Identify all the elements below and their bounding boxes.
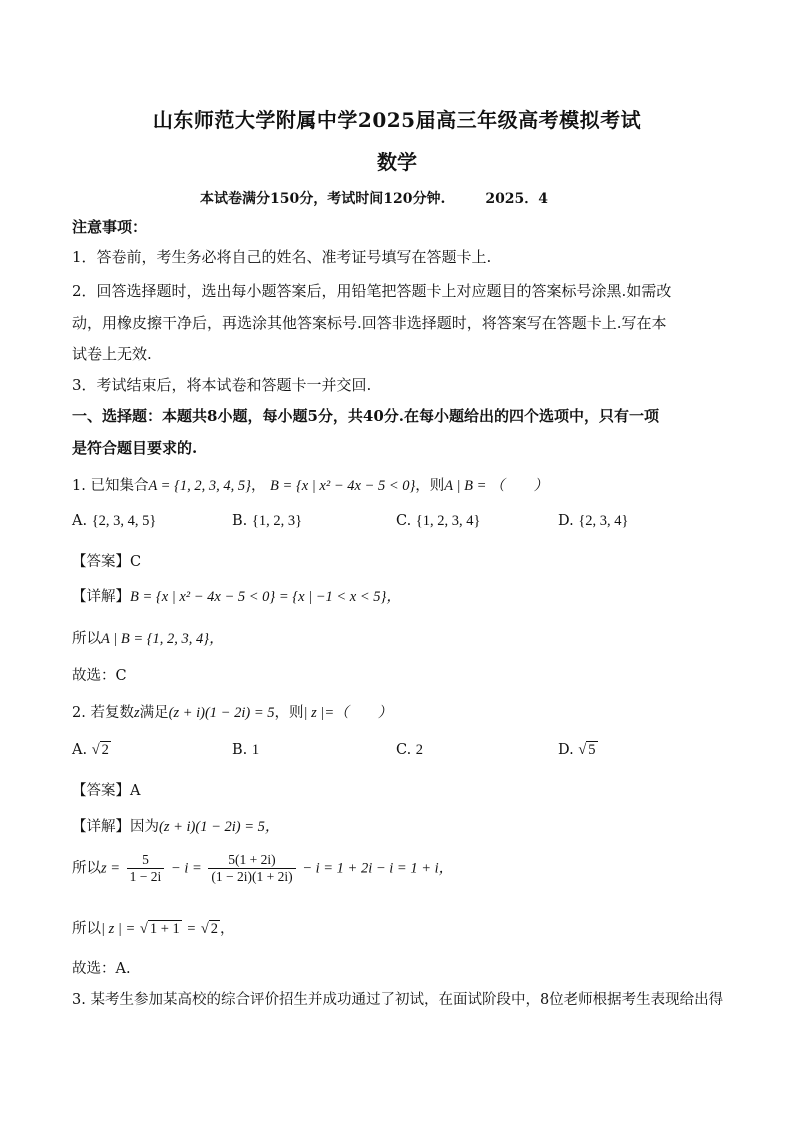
q1-choice-a: A. {2, 3, 4, 5}: [72, 513, 157, 529]
q2-choice-b: B. 1: [232, 742, 260, 758]
set-b: B = {x | x² − 4x − 5 < 0}: [270, 478, 416, 494]
q1-choice-c: C. {1, 2, 3, 4}: [396, 513, 481, 529]
exam-title: 山东师范大学附属中学2025届高三年级高考模拟考试: [152, 108, 642, 132]
q1-answer: 【答案】C: [72, 554, 142, 570]
q1-detail-1: 【详解】B = {x | x² − 4x − 5 < 0} = {x | −1 < x < 5}，: [72, 589, 401, 605]
q1-choice-d: D. {2, 3, 4}: [558, 513, 629, 529]
q2-choice-c: C. 2: [396, 742, 424, 758]
notice-item-2-end: 试卷上无效.: [72, 345, 152, 363]
notice-item-2: 2．回答选择题时，选出每小题答案后，用铅笔把答题卡上对应题目的答案标号涂黑.如需改: [72, 282, 672, 300]
set-a: A = {1, 2, 3, 4, 5}: [148, 478, 251, 494]
q1-choice-b: B. {1, 2, 3}: [232, 513, 303, 529]
section-heading-cont: 是符合题目要求的.: [72, 439, 198, 457]
q2-conclusion: 故选：A.: [72, 961, 131, 977]
exam-date: 2025．4: [485, 191, 549, 207]
fraction-1: $\frac{5}{1 - 2i}$: [127, 852, 165, 885]
section-heading: 一、选择题：本题共8小题，每小题5分，共40分.在每小题给出的四个选项中，只有一项: [72, 407, 659, 425]
fraction-2: $\frac{5(1 + 2i)}{(1 - 2i)(1 + 2i)}$: [208, 852, 295, 885]
notice-heading: 注意事项：: [72, 218, 148, 236]
q2-choice-d: D. √ 5: [558, 742, 596, 758]
question-1-stem: 1. 已知集合A = {1, 2, 3, 4, 5}， B = {x | x² − 4x − 5 < 0}，则A | B = （ ）: [72, 478, 549, 494]
score-time-info: 本试卷满分150分，考试时间120分钟.: [200, 191, 446, 207]
notice-item-1: 1．答卷前，考生务必将自己的姓名、准考证号填写在答题卡上.: [72, 248, 492, 266]
q2-detail-2: 所以z = $\frac{5}{1 - 2i}$ − i = $\frac{5(1 + 2i)}{(1 - 2i)(1 + 2i)}$ − i = 1 + 2i − i = 1 + i，: [72, 852, 454, 884]
question-3-stem: 3. 某考生参加某高校的综合评价招生并成功通过了初试，在面试阶段中，8位老师根据考生表现给出得: [72, 992, 724, 1008]
notice-item-2-cont: 动，用橡皮擦干净后，再选涂其他答案标号.回答非选择题时，将答案写在答题卡上.写在本: [72, 314, 667, 332]
exam-info: [200, 188, 548, 208]
subject-title: 数学: [377, 150, 417, 174]
q1-detail-2: 所以A | B = {1, 2, 3, 4}，: [72, 631, 224, 647]
q2-detail-1: 【详解】因为(z + i)(1 − 2i) = 5，: [72, 819, 280, 835]
q1-conclusion: 故选：C: [72, 668, 127, 684]
q2-answer: 【答案】A: [72, 783, 141, 799]
notice-item-3: 3．考试结束后，将本试卷和答题卡一并交回.: [72, 376, 372, 394]
question-1-ask: A | B = （ ）: [444, 478, 549, 494]
q2-choice-a: A. √ 2: [72, 742, 109, 758]
q2-detail-3: 所以| z | = √ 1 + 1 = √ 2 ，: [72, 921, 235, 937]
question-2-stem: 2. 若复数z满足(z + i)(1 − 2i) = 5，则| z |=（ ）: [72, 705, 393, 721]
